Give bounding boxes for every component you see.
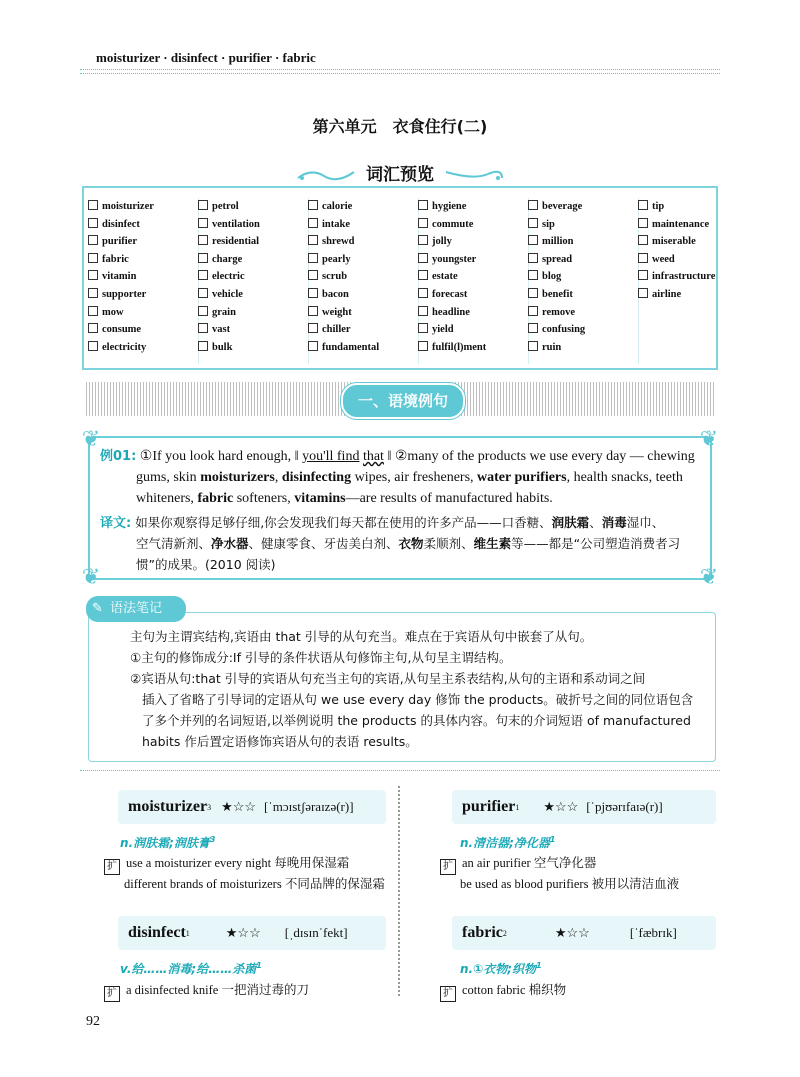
checkbox-icon bbox=[638, 200, 648, 210]
checkbox-icon bbox=[528, 270, 538, 280]
checkbox-icon bbox=[418, 323, 428, 333]
checkbox-icon bbox=[528, 341, 538, 351]
checkbox-icon bbox=[308, 253, 318, 263]
vocab-item[interactable]: sip bbox=[528, 216, 638, 234]
vocab-item[interactable]: remove bbox=[528, 304, 638, 322]
checkbox-icon bbox=[638, 235, 648, 245]
checkbox-icon bbox=[88, 235, 98, 245]
checkbox-icon bbox=[638, 270, 648, 280]
checkbox-icon bbox=[198, 235, 208, 245]
vocab-item[interactable]: disinfect bbox=[88, 216, 198, 234]
checkbox-icon bbox=[418, 235, 428, 245]
checkbox-icon bbox=[638, 288, 648, 298]
vocab-item[interactable]: confusing bbox=[528, 321, 638, 339]
checkbox-icon bbox=[198, 288, 208, 298]
example-phrase: be used as blood purifiers 被用以清洁血液 bbox=[460, 877, 680, 891]
vocab-item[interactable]: petrol bbox=[198, 198, 308, 216]
vocab-item[interactable]: grain bbox=[198, 304, 308, 322]
checkbox-icon bbox=[88, 323, 98, 333]
part-of-speech: n.①衣物;织物$^1$ bbox=[460, 961, 542, 976]
vocab-item[interactable]: miserable bbox=[638, 233, 748, 251]
checkbox-icon bbox=[198, 323, 208, 333]
vocab-item[interactable]: scrub bbox=[308, 268, 418, 286]
vocab-item[interactable]: shrewd bbox=[308, 233, 418, 251]
vocab-item[interactable]: yield bbox=[418, 321, 528, 339]
checkbox-icon bbox=[308, 341, 318, 351]
corner-ornament-icon: ❦ bbox=[81, 426, 101, 451]
part-of-speech: v.给……消毒;给……杀菌$^1$ bbox=[120, 961, 262, 976]
word-card-fabric[interactable]: fabric 2 ★☆☆ [ˈfæbrɪk] bbox=[452, 916, 716, 950]
vocab-item[interactable]: consume bbox=[88, 321, 198, 339]
vocab-item[interactable]: airline bbox=[638, 286, 748, 304]
vocab-item[interactable]: maintenance bbox=[638, 216, 748, 234]
vocab-item[interactable]: blog bbox=[528, 268, 638, 286]
checkbox-icon bbox=[528, 323, 538, 333]
vocab-item[interactable]: beverage bbox=[528, 198, 638, 216]
checkbox-icon bbox=[198, 253, 208, 263]
word-card-purifier[interactable]: purifier 1 ★☆☆ [ˈpjʊərɪfaɪə(r)] bbox=[452, 790, 716, 824]
example-phrase: 扩 a disinfected knife 一把消过毒的刀 bbox=[104, 980, 309, 1002]
checkbox-icon bbox=[528, 235, 538, 245]
checkbox-icon bbox=[528, 218, 538, 228]
unit-title: 第六单元 衣食住行(二) bbox=[312, 117, 488, 136]
vocab-item[interactable]: infrastructure bbox=[638, 268, 748, 286]
checkbox-icon bbox=[88, 200, 98, 210]
example-phrase: 扩 use a moisturizer every night 每晚用保湿霜 bbox=[104, 853, 349, 875]
checkbox-icon bbox=[88, 270, 98, 280]
checkbox-icon bbox=[528, 253, 538, 263]
star-rating-icon: ★☆☆ bbox=[221, 799, 257, 814]
vocab-item[interactable]: mow bbox=[88, 304, 198, 322]
vocab-item[interactable]: charge bbox=[198, 251, 308, 269]
checkbox-icon bbox=[88, 341, 98, 351]
checkbox-icon bbox=[418, 341, 428, 351]
vocab-item[interactable]: calorie bbox=[308, 198, 418, 216]
quill-icon: ✎ bbox=[92, 601, 103, 616]
vocab-column-3 bbox=[308, 198, 419, 364]
grammar-line: 了多个并列的名词短语,以举例说明 the products 的具体内容。句末的介词短语 of manufactured bbox=[142, 713, 691, 728]
header-rule-2 bbox=[80, 73, 720, 74]
vocab-column-2 bbox=[198, 198, 309, 364]
grammar-line: 插入了省略了引导词的定语从句 we use every day 修饰 the products。破折号之间的同位语包含 bbox=[142, 692, 694, 707]
vocab-item[interactable]: electricity bbox=[88, 339, 198, 357]
checkbox-icon bbox=[308, 306, 318, 316]
checkbox-icon bbox=[308, 218, 318, 228]
vocab-column-4 bbox=[418, 198, 529, 364]
checkbox-icon bbox=[308, 323, 318, 333]
vocab-item[interactable]: fabric bbox=[88, 251, 198, 269]
vocab-item[interactable]: residential bbox=[198, 233, 308, 251]
checkbox-icon bbox=[528, 306, 538, 316]
vocab-item[interactable]: chiller bbox=[308, 321, 418, 339]
word-card-disinfect[interactable]: disinfect 1 ★☆☆ [ˌdɪsɪnˈfekt] bbox=[118, 916, 386, 950]
vocab-item[interactable]: hygiene bbox=[418, 198, 528, 216]
column-divider bbox=[398, 786, 406, 996]
ornament-right-icon bbox=[444, 168, 504, 180]
vocab-item[interactable]: jolly bbox=[418, 233, 528, 251]
vocab-item[interactable]: spread bbox=[528, 251, 638, 269]
word-card-moisturizer[interactable]: moisturizer 3 ★☆☆ [ˈmɔɪstʃəraɪzə(r)] bbox=[118, 790, 386, 824]
part-of-speech: n.清洁器;净化器$^1$ bbox=[460, 835, 556, 850]
header-rule bbox=[80, 69, 720, 70]
vocab-item[interactable]: forecast bbox=[418, 286, 528, 304]
vocab-item[interactable]: vitamin bbox=[88, 268, 198, 286]
star-rating-icon: ★☆☆ bbox=[543, 799, 579, 814]
checkbox-icon bbox=[198, 341, 208, 351]
checkbox-icon bbox=[88, 253, 98, 263]
vocab-item[interactable]: tip bbox=[638, 198, 748, 216]
example-phrase: different brands of moisturizers 不同品牌的保湿霜 bbox=[124, 877, 385, 891]
vocab-frame bbox=[82, 186, 718, 370]
vocab-item[interactable]: fundamental bbox=[308, 339, 418, 357]
checkbox-icon bbox=[308, 288, 318, 298]
vocab-item[interactable]: weight bbox=[308, 304, 418, 322]
checkbox-icon bbox=[418, 253, 428, 263]
grammar-line: ①主句的修饰成分:If 引导的条件状语从句修饰主句,从句呈主谓结构。 bbox=[130, 650, 512, 665]
star-rating-icon: ★☆☆ bbox=[225, 925, 261, 940]
vocab-item[interactable]: electric bbox=[198, 268, 308, 286]
extend-icon: 扩 bbox=[440, 986, 456, 1002]
example-line-1: 例01: ①If you look hard enough, ‖ you'll find that ‖ ②many of the products we use every day — chewing bbox=[100, 449, 695, 464]
checkbox-icon bbox=[198, 218, 208, 228]
vocab-item[interactable]: commute bbox=[418, 216, 528, 234]
part-of-speech: n.润肤霜;润肤膏$^3$ bbox=[120, 835, 216, 850]
checkbox-icon bbox=[528, 200, 538, 210]
example-label: 例01: bbox=[100, 449, 137, 464]
vocab-item[interactable]: moisturizer bbox=[88, 198, 198, 216]
vocab-column-1 bbox=[88, 198, 199, 364]
checkbox-icon bbox=[308, 235, 318, 245]
corner-ornament-icon: ❦ bbox=[699, 564, 719, 589]
translation-line-1: 译文: 如果你观察得足够仔细,你会发现我们每天都在使用的许多产品——口香糖、润肤霜、消毒湿巾、 bbox=[100, 515, 665, 531]
vocab-title: 词汇预览 bbox=[366, 165, 434, 185]
checkbox-icon bbox=[308, 200, 318, 210]
vocab-item[interactable]: youngster bbox=[418, 251, 528, 269]
checkbox-icon bbox=[198, 306, 208, 316]
corner-ornament-icon: ❦ bbox=[81, 564, 101, 589]
example-line-3: whiteners, fabric softeners, vitamins—are results of manufactured habits. bbox=[136, 491, 553, 506]
translation-line-2: 空气清新剂、净水器、健康零食、牙齿美白剂、衣物柔顺剂、维生素等——都是“公司塑造消费者习 bbox=[136, 536, 681, 551]
vocab-item[interactable]: million bbox=[528, 233, 638, 251]
vocab-item[interactable]: estate bbox=[418, 268, 528, 286]
page-number: 92 bbox=[86, 1014, 100, 1029]
example-line-2: gums, skin moisturizers, disinfecting wipes, air fresheners, water purifiers, health snacks, teeth bbox=[136, 470, 683, 485]
checkbox-icon bbox=[528, 288, 538, 298]
checkbox-icon bbox=[198, 200, 208, 210]
grammar-line: 主句为主谓宾结构,宾语由 that 引导的从句充当。难点在于宾语从句中嵌套了从句。 bbox=[130, 629, 593, 644]
corner-ornament-icon: ❦ bbox=[699, 426, 719, 451]
vocab-item[interactable]: bulk bbox=[198, 339, 308, 357]
checkbox-icon bbox=[418, 288, 428, 298]
vocab-column-5 bbox=[528, 198, 639, 364]
checkbox-icon bbox=[638, 218, 648, 228]
vocab-item[interactable]: pearly bbox=[308, 251, 418, 269]
vocab-item[interactable]: vast bbox=[198, 321, 308, 339]
translation-line-3: 惯”的成果。(2010 阅读) bbox=[136, 557, 276, 572]
extend-icon: 扩 bbox=[104, 859, 120, 875]
grammar-tab: ✎ 语法笔记 bbox=[86, 596, 186, 622]
translation-label: 译文: bbox=[100, 516, 132, 531]
checkbox-icon bbox=[418, 200, 428, 210]
grammar-line: ②宾语从句:that 引导的宾语从句充当主句的宾语,从句呈主系表结构,从句的主语和系动词之间 bbox=[130, 671, 646, 686]
grammar-line: habits 作后置定语修饰宾语从句的表语 results。 bbox=[142, 734, 418, 749]
checkbox-icon bbox=[308, 270, 318, 280]
vocab-column-6 bbox=[638, 198, 748, 364]
vocab-item[interactable]: purifier bbox=[88, 233, 198, 251]
example-phrase: 扩 an air purifier 空气净化器 bbox=[440, 853, 596, 875]
vocab-item[interactable]: weed bbox=[638, 251, 748, 269]
vocab-item[interactable]: ventilation bbox=[198, 216, 308, 234]
extend-icon: 扩 bbox=[104, 986, 120, 1002]
vocab-item[interactable]: supporter bbox=[88, 286, 198, 304]
checkbox-icon bbox=[418, 218, 428, 228]
running-header: moisturizer · disinfect · purifier · fabric bbox=[96, 50, 316, 65]
checkbox-icon bbox=[638, 253, 648, 263]
extend-icon: 扩 bbox=[440, 859, 456, 875]
checkbox-icon bbox=[198, 270, 208, 280]
vocab-item[interactable]: bacon bbox=[308, 286, 418, 304]
vocab-item[interactable]: fulfil(l)ment bbox=[418, 339, 528, 357]
ornament-left-icon bbox=[296, 168, 356, 180]
vocab-item[interactable]: headline bbox=[418, 304, 528, 322]
vocab-item[interactable]: benefit bbox=[528, 286, 638, 304]
checkbox-icon bbox=[418, 270, 428, 280]
vocab-item[interactable]: vehicle bbox=[198, 286, 308, 304]
vocab-item[interactable]: ruin bbox=[528, 339, 638, 357]
checkbox-icon bbox=[88, 306, 98, 316]
section-divider bbox=[80, 770, 720, 771]
example-phrase: 扩 cotton fabric 棉织物 bbox=[440, 980, 566, 1002]
checkbox-icon bbox=[88, 218, 98, 228]
checkbox-icon bbox=[418, 306, 428, 316]
section-title: 一、语境例句 bbox=[341, 383, 465, 419]
star-rating-icon: ★☆☆ bbox=[554, 925, 590, 940]
checkbox-icon bbox=[88, 288, 98, 298]
vocab-item[interactable]: intake bbox=[308, 216, 418, 234]
